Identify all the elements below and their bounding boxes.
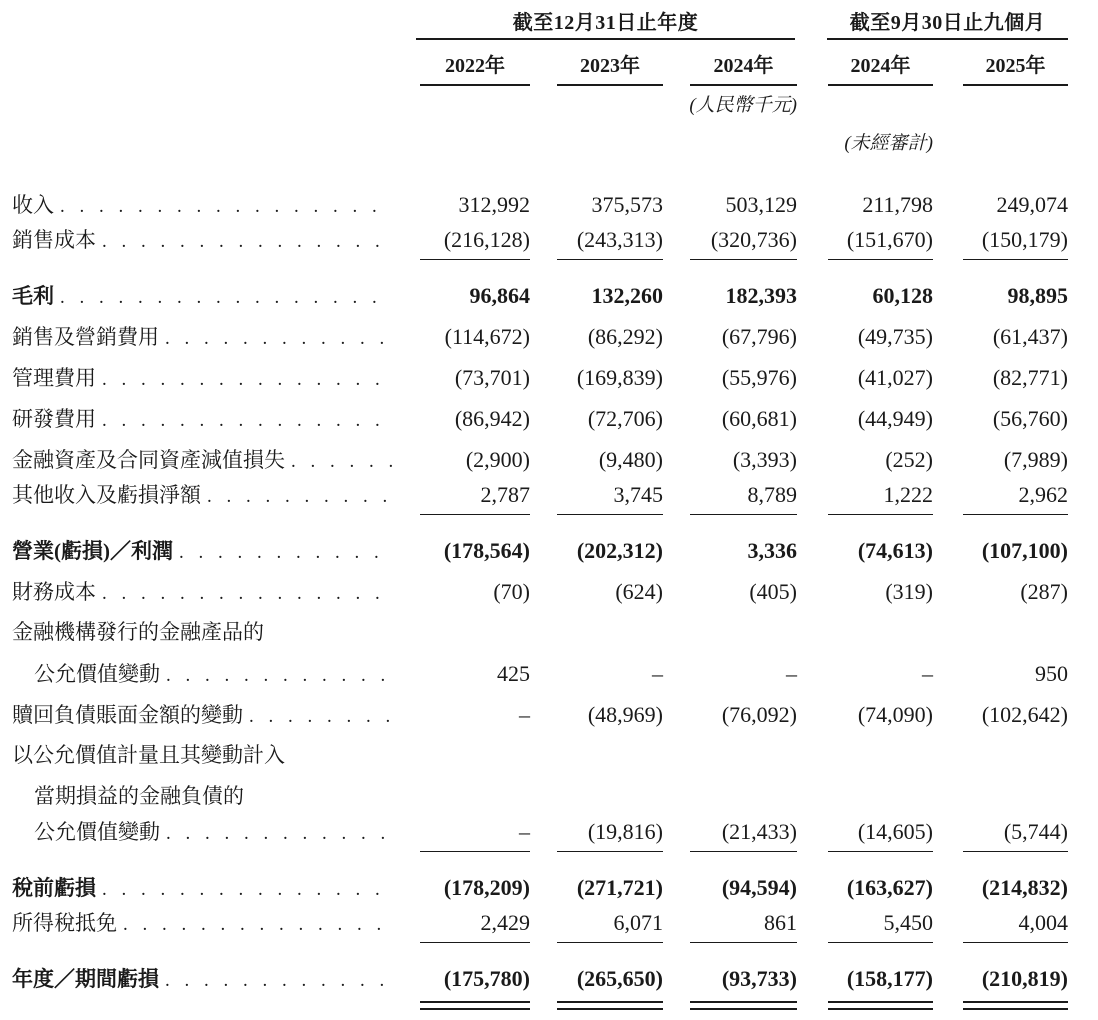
rule-segment — [557, 851, 663, 852]
table-row — [0, 908, 1098, 938]
cell-value: (624) — [615, 579, 663, 604]
table-body — [0, 184, 1098, 1013]
row-label-text: 銷售及營銷費用 — [12, 325, 159, 349]
rule-segment — [557, 259, 663, 260]
rule-segment — [557, 942, 663, 943]
cell-value: (265,650) — [576, 966, 663, 991]
cell-value: 503,129 — [725, 192, 797, 217]
cell-value: (163,627) — [846, 875, 933, 900]
row-label-text: 公允價值變動 — [34, 820, 160, 844]
rule-segment — [828, 851, 933, 852]
table-row — [0, 612, 1098, 653]
year-rule — [690, 84, 797, 86]
cell-value: (76,092) — [721, 702, 797, 727]
dot-leader — [291, 441, 392, 482]
column-rule — [0, 510, 1098, 530]
rule-segment — [420, 851, 530, 852]
rule-segment — [690, 514, 797, 515]
dot-leader — [165, 960, 392, 1001]
dot-leader — [249, 696, 392, 737]
table-row — [0, 571, 1098, 612]
column-rule — [0, 938, 1098, 958]
cell-value: – — [652, 661, 663, 686]
row-label-text: 毛利 — [12, 284, 54, 308]
cell-value: (2,900) — [465, 447, 530, 472]
cell-value: 2,787 — [480, 482, 530, 507]
cell-value: (7,989) — [1003, 447, 1068, 472]
rule-segment — [690, 259, 797, 260]
cell-value: 5,450 — [883, 910, 933, 935]
table-row — [0, 357, 1098, 398]
row-label — [0, 959, 410, 1001]
cell-value: (70) — [493, 579, 530, 604]
double-rule — [0, 999, 1098, 1013]
table-row — [0, 653, 1098, 694]
table-row — [0, 225, 1098, 255]
row-label — [0, 735, 410, 776]
currency-note: (人民幣千元) — [689, 95, 797, 116]
table-row — [0, 530, 1098, 571]
cell-value: (86,942) — [454, 406, 530, 431]
cell-value: (67,796) — [721, 324, 797, 349]
cell-value: 425 — [497, 661, 530, 686]
cell-value: (21,433) — [721, 819, 797, 844]
cell-value: (287) — [1020, 579, 1068, 604]
table-row — [0, 316, 1098, 357]
year-rule — [420, 84, 530, 86]
cell-value: 3,745 — [613, 482, 663, 507]
cell-value: (93,733) — [721, 966, 797, 991]
cell-value: – — [786, 661, 797, 686]
row-label — [0, 531, 410, 573]
unaudited-note: (未經審計) — [844, 133, 933, 154]
table-row — [0, 958, 1098, 999]
row-label — [0, 399, 410, 441]
group-rule-nine-months — [827, 38, 1068, 40]
cell-value: 861 — [764, 910, 797, 935]
row-label-text: 公允價值變動 — [34, 662, 160, 686]
cell-value: 60,128 — [872, 283, 933, 308]
cell-value: (73,701) — [454, 365, 530, 390]
cell-value: 375,573 — [591, 192, 663, 217]
cell-value: (14,605) — [857, 819, 933, 844]
cell-value: (3,393) — [732, 447, 797, 472]
cell-value: (202,312) — [576, 538, 663, 563]
rule-segment — [963, 514, 1068, 515]
cell-value: (178,209) — [443, 875, 530, 900]
rule-segment — [690, 942, 797, 943]
cell-value: (405) — [749, 579, 797, 604]
dot-leader — [60, 277, 392, 318]
table-row — [0, 694, 1098, 735]
cell-value: (114,672) — [444, 324, 530, 349]
cell-value: 2,429 — [480, 910, 530, 935]
rule-segment — [420, 259, 530, 260]
cell-value: 950 — [1035, 661, 1068, 686]
cell-value: – — [519, 819, 530, 844]
period-group-title-nine-months: 截至9月30日止九個月 — [849, 12, 1046, 34]
cell-value: (210,819) — [981, 966, 1068, 991]
dot-leader — [102, 359, 392, 400]
rule-segment — [828, 1001, 933, 1010]
row-label — [0, 654, 410, 696]
cell-value: (72,706) — [587, 406, 663, 431]
row-label-text: 金融資產及合同資產減值損失 — [12, 448, 285, 472]
rule-segment — [690, 851, 797, 852]
cell-value: (48,969) — [587, 702, 663, 727]
year-rule — [828, 84, 933, 86]
year-label-2024: 2024年 — [713, 55, 774, 77]
year-rule — [557, 84, 663, 86]
row-label-text: 以公允價值計量且其變動計入 — [12, 743, 285, 767]
row-label-text: 當期損益的金融負債的 — [34, 784, 244, 808]
row-label — [0, 868, 410, 910]
row-label — [0, 276, 410, 318]
cell-value: (74,613) — [857, 538, 933, 563]
row-label-text: 收入 — [12, 193, 54, 217]
column-rule — [0, 255, 1098, 275]
cell-value: – — [519, 702, 530, 727]
group-rule-annual — [416, 38, 795, 40]
dot-leader — [102, 573, 392, 614]
row-label-text: 其他收入及虧損淨額 — [12, 483, 201, 507]
row-label — [0, 440, 410, 482]
cell-value: (56,760) — [992, 406, 1068, 431]
year-label-2024-9m: 2024年 — [850, 55, 911, 77]
row-label-text: 研發費用 — [12, 407, 96, 431]
cell-value: 2,962 — [1018, 482, 1068, 507]
cell-value: (175,780) — [443, 966, 530, 991]
cell-value: (214,832) — [981, 875, 1068, 900]
cell-value: (102,642) — [981, 702, 1068, 727]
row-label-text: 營業(虧損)／利潤 — [12, 539, 173, 563]
dot-leader — [165, 318, 392, 359]
year-label-2025-9m: 2025年 — [985, 55, 1046, 77]
cell-value: (320,736) — [710, 227, 797, 252]
cell-value: 1,222 — [883, 482, 933, 507]
table-row — [0, 480, 1098, 510]
dot-leader — [166, 655, 392, 696]
rule-segment — [828, 514, 933, 515]
table-header — [0, 0, 1098, 184]
dot-leader — [123, 910, 392, 940]
cell-value: (82,771) — [992, 365, 1068, 390]
cell-value: (19,816) — [587, 819, 663, 844]
cell-value: (178,564) — [443, 538, 530, 563]
cell-value: 182,393 — [725, 283, 797, 308]
table-row — [0, 867, 1098, 908]
row-label-text: 管理費用 — [12, 366, 96, 390]
rule-segment — [690, 1001, 797, 1010]
cell-value: (41,027) — [857, 365, 933, 390]
cell-value: (150,179) — [981, 227, 1068, 252]
cell-value: (55,976) — [721, 365, 797, 390]
cell-value: (74,090) — [857, 702, 933, 727]
cell-value: (243,313) — [576, 227, 663, 252]
cell-value: 96,864 — [469, 283, 530, 308]
rule-segment — [420, 1001, 530, 1010]
row-label — [0, 776, 410, 817]
row-label — [0, 908, 410, 940]
rule-segment — [828, 942, 933, 943]
dot-leader — [60, 186, 392, 227]
rule-segment — [557, 1001, 663, 1010]
cell-value: (151,670) — [846, 227, 933, 252]
row-label — [0, 695, 410, 737]
row-label-text: 所得稅抵免 — [12, 911, 117, 935]
cell-value: (94,594) — [721, 875, 797, 900]
row-label-text: 贖回負債賬面金額的變動 — [12, 703, 243, 727]
row-label — [0, 185, 410, 227]
table-row — [0, 439, 1098, 480]
dot-leader — [102, 400, 392, 441]
cell-value: (107,100) — [981, 538, 1068, 563]
dot-leader — [102, 869, 392, 910]
row-label-text: 銷售成本 — [12, 228, 96, 252]
cell-value: (86,292) — [587, 324, 663, 349]
column-rule — [0, 847, 1098, 867]
row-label — [0, 572, 410, 614]
row-label — [0, 612, 410, 653]
row-label — [0, 358, 410, 400]
row-label — [0, 317, 410, 359]
cell-value: (252) — [885, 447, 933, 472]
dot-leader — [179, 532, 392, 573]
cell-value: 4,004 — [1018, 910, 1068, 935]
row-label-text: 年度／期間虧損 — [12, 967, 159, 991]
row-label — [0, 480, 410, 512]
cell-value: 6,071 — [613, 910, 663, 935]
cell-value: (169,839) — [576, 365, 663, 390]
cell-value: (216,128) — [443, 227, 530, 252]
cell-value: – — [922, 661, 933, 686]
table-row — [0, 398, 1098, 439]
dot-leader — [102, 227, 392, 257]
table-row — [0, 776, 1098, 817]
table-row — [0, 817, 1098, 847]
cell-value: 132,260 — [591, 283, 663, 308]
table-row — [0, 735, 1098, 776]
year-rule — [963, 84, 1068, 86]
rule-segment — [963, 851, 1068, 852]
cell-value: 312,992 — [458, 192, 530, 217]
cell-value: (49,735) — [857, 324, 933, 349]
rule-segment — [963, 1001, 1068, 1010]
cell-value: 8,789 — [747, 482, 797, 507]
cell-value: (61,437) — [992, 324, 1068, 349]
row-label-text: 金融機構發行的金融產品的 — [12, 620, 264, 644]
cell-value: (319) — [885, 579, 933, 604]
cell-value: 249,074 — [996, 192, 1068, 217]
table-row — [0, 184, 1098, 225]
rule-segment — [420, 942, 530, 943]
cell-value: (60,681) — [721, 406, 797, 431]
row-label-text: 稅前虧損 — [12, 876, 96, 900]
rule-segment — [963, 259, 1068, 260]
year-label-2023: 2023年 — [580, 55, 640, 77]
dot-leader — [207, 482, 392, 512]
cell-value: (158,177) — [846, 966, 933, 991]
row-label — [0, 225, 410, 257]
rule-segment — [828, 259, 933, 260]
table-row — [0, 275, 1098, 316]
dot-leader — [166, 819, 392, 849]
cell-value: (271,721) — [576, 875, 663, 900]
rule-segment — [963, 942, 1068, 943]
period-group-title-annual: 截至12月31日止年度 — [512, 12, 699, 34]
year-label-2022: 2022年 — [445, 55, 505, 77]
rule-segment — [420, 514, 530, 515]
row-label — [0, 817, 410, 849]
cell-value: (44,949) — [857, 406, 933, 431]
cell-value: 211,798 — [862, 192, 933, 217]
rule-segment — [557, 514, 663, 515]
cell-value: 98,895 — [1007, 283, 1068, 308]
cell-value: (5,744) — [1003, 819, 1068, 844]
cell-value: 3,336 — [747, 538, 797, 563]
row-label-text: 財務成本 — [12, 580, 96, 604]
cell-value: (9,480) — [598, 447, 663, 472]
